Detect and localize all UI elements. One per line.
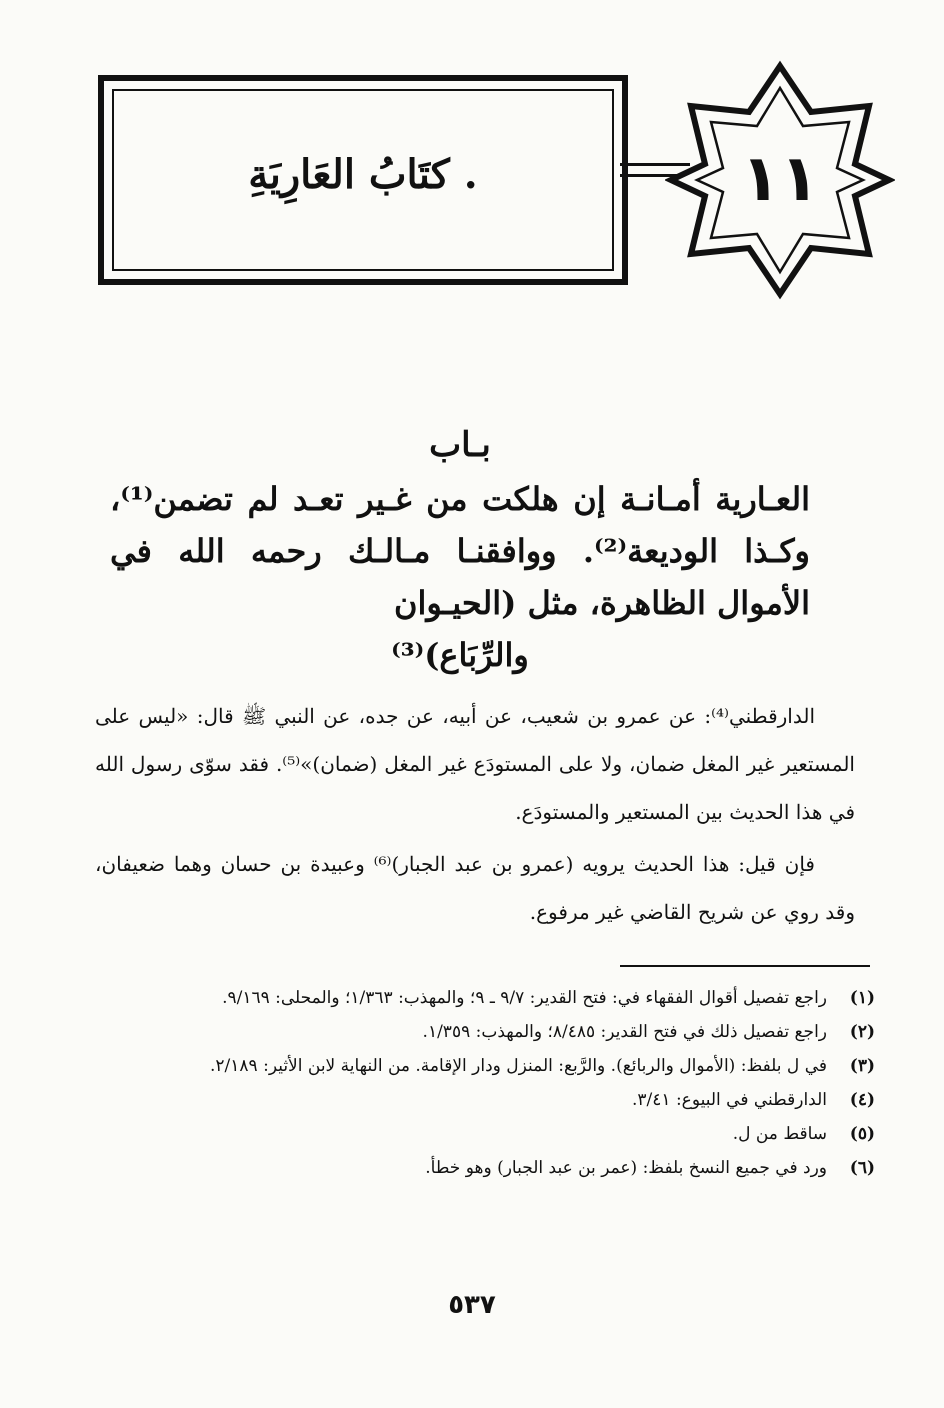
- footnote-number: (٥): [849, 1124, 875, 1144]
- bab-section: [110, 425, 810, 681]
- footnote-text: ساقط من ل.: [732, 1124, 827, 1144]
- body-text: [95, 692, 855, 936]
- chapter-number-badge: [665, 60, 895, 300]
- body-paragraph-1: الدارقطني⁽⁴⁾: عن عمرو بن شعيب، عن أبيه، عن جده، عن النبي ﷺ قال: «ليس على المستعير غير المغل ضمان، ولا على المستودَع غير المغل (ضمان)»⁽⁵⁾. فقد سوّى رسول الله في هذا الحديث بين المستعير والمستودَع.: [95, 704, 855, 824]
- footnote-6: [90, 1155, 875, 1182]
- bab-heading: [110, 473, 810, 681]
- footnote-number: (١): [849, 988, 875, 1008]
- footnote-separator: [620, 965, 870, 967]
- bab-heading-last-line: والرِّبَاع)⁽³⁾: [391, 636, 529, 674]
- footnote-text: ورد في جميع النسخ بلفظ: (عمر بن عبد الجبار) وهو خطأ.: [425, 1158, 827, 1178]
- footnote-text: الدارقطني في البيوع: ٣/٤١.: [632, 1090, 827, 1110]
- chapter-title: . كتَابُ العَارِيَةِ: [248, 151, 478, 198]
- footnote-text: راجع تفصيل أقوال الفقهاء في: فتح القدير: ٩/٧ ـ ٩؛ والمهذب: ١/٣٦٣؛ والمحلى: ٩/١٦٩.: [222, 988, 827, 1008]
- footnote-number: (٦): [849, 1158, 875, 1178]
- footnote-1: [90, 985, 875, 1012]
- footnote-text: في ل بلفظ: (الأموال والربائع). والرَّبع: المنزل ودار الإقامة. من النهاية لابن الأثير: ٢/١٨٩.: [210, 1056, 827, 1076]
- body-paragraph-2: فإن قيل: هذا الحديث يرويه (عمرو بن عبد الجبار)⁽⁶⁾ وعبيدة بن حسان وهما ضعيفان، وقد روي عن شريح القاضي غير مرفوع.: [95, 852, 855, 924]
- footnote-3: [90, 1053, 875, 1080]
- chapter-number: ١١: [740, 142, 820, 216]
- footnote-4: [90, 1087, 875, 1114]
- footnotes: [90, 985, 875, 1189]
- chapter-header: [0, 0, 944, 330]
- bab-heading-main: العـارية أمـانـة إن هلكت من غـير تعـد لم تضمن⁽¹⁾، وكـذا الوديعة⁽²⁾. ووافقنـا مـالـك رحمه الله في الأموال الظاهرة، مثل (الحيـوان: [110, 480, 811, 622]
- bab-title: بـاب: [429, 425, 491, 465]
- footnote-number: (٢): [849, 1022, 875, 1042]
- footnote-text: راجع تفصيل ذلك في فتح القدير: ٨/٤٨٥؛ والمهذب: ١/٣٥٩.: [422, 1022, 827, 1042]
- footnote-5: [90, 1121, 875, 1148]
- footnote-number: (٤): [849, 1090, 875, 1110]
- footnote-2: [90, 1019, 875, 1046]
- footnote-number: (٣): [849, 1056, 875, 1076]
- page-number: ٥٣٧: [448, 1290, 496, 1320]
- chapter-title-frame: [98, 75, 628, 285]
